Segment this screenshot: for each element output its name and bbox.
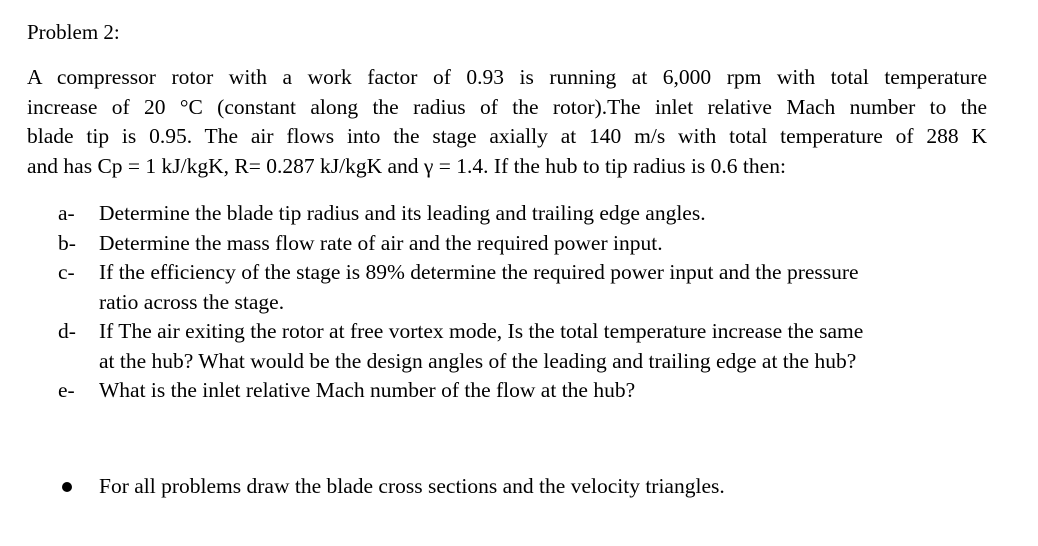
question-letter: d- xyxy=(58,319,76,343)
question-text: at the hub? What would be the design angles of the leading and trailing edge at the hub? xyxy=(99,348,857,373)
bullet-icon xyxy=(62,482,72,492)
question-letter: a- xyxy=(58,201,75,225)
statement-line: A compressor rotor with a work factor of 0.93 is running at 6,000 rpm with total temperature xyxy=(27,65,987,89)
problem-statement xyxy=(27,63,987,181)
question-item-c xyxy=(58,258,958,317)
question-list xyxy=(58,199,958,406)
question-text: If The air exiting the rotor at free vortex mode, Is the total temperature increase the same xyxy=(99,319,864,343)
question-text: ratio across the stage. xyxy=(99,289,285,314)
statement-line: and has Cp = 1 kJ/kgK, R= 0.287 kJ/kgK and γ = 1.4. If the hub to tip radius is 0.6 then: xyxy=(27,153,786,178)
question-letter: b- xyxy=(58,230,76,255)
question-text: If the efficiency of the stage is 89% determine the required power input and the pressure xyxy=(99,260,859,284)
question-letter: c- xyxy=(58,260,75,284)
question-item-d xyxy=(58,317,958,376)
general-note xyxy=(58,472,725,502)
statement-line: increase of 20 °C (constant along the radius of the rotor).The inlet relative Mach number to the xyxy=(27,94,987,119)
question-text: What is the inlet relative Mach number of the flow at the hub? xyxy=(99,378,636,402)
question-letter: e- xyxy=(58,378,75,402)
question-text: Determine the blade tip radius and its leading and trailing edge angles. xyxy=(99,201,706,225)
problem-heading: Problem 2: xyxy=(27,20,120,44)
note-text: For all problems draw the blade cross sections and the velocity triangles. xyxy=(99,474,725,498)
question-item-a xyxy=(58,199,958,229)
statement-line: blade tip is 0.95. The air flows into the stage axially at 140 m/s with total temperature of 288 K xyxy=(27,124,987,148)
question-text: Determine the mass flow rate of air and the required power input. xyxy=(99,230,663,255)
question-item-e xyxy=(58,376,958,406)
question-item-b xyxy=(58,229,958,259)
